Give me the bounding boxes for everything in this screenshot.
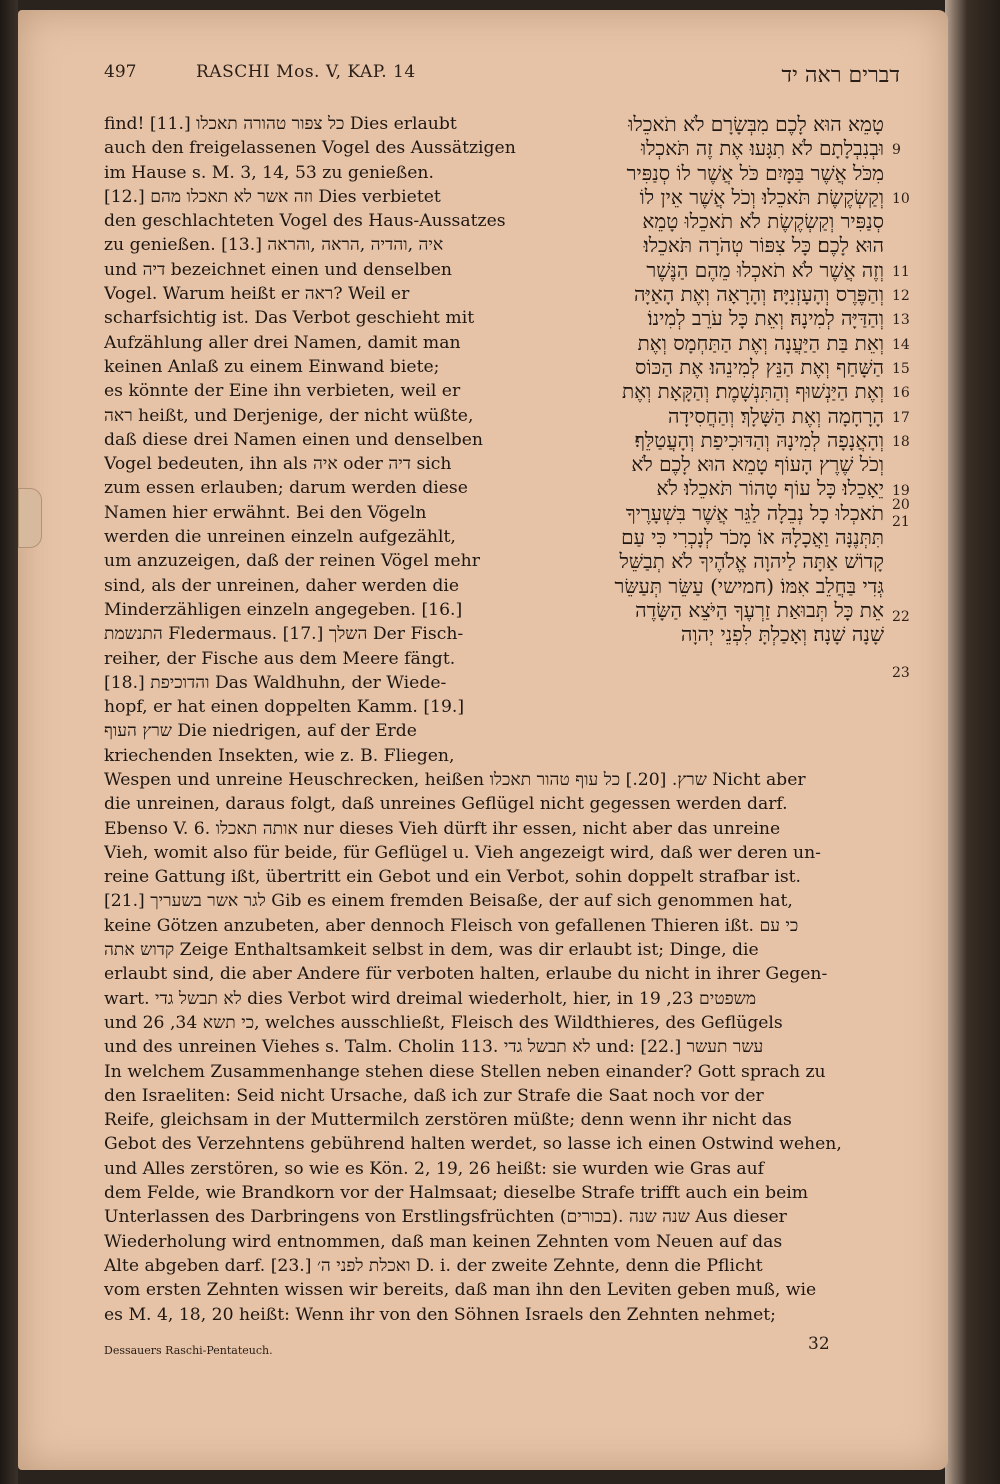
page-tab: [18, 488, 42, 548]
verse-number: 15: [892, 361, 910, 377]
hebrew-text-line: וְהַדַּיָּה לְמִינָהּ׃ וְאֵת כָּל עֹרֵב לְמִינוֹ׃: [647, 306, 884, 331]
german-text-line: Minderzähligen einzeln angegeben. [16.]: [104, 599, 463, 620]
german-text-line: ראה heißt, und Derjenige, der nicht wüßte,: [104, 405, 474, 426]
hebrew-text-line: שָׁנָה שָׁנָה׃ וְאָכַלְתָּ לִפְנֵי יְהוָה: [680, 622, 884, 647]
verse-number: 19: [892, 482, 910, 499]
german-text-line: den geschlachteten Vogel des Haus-Aussatzes: [104, 211, 506, 232]
hebrew-text-column: [528, 112, 884, 647]
commentary-text-line: dem Felde, wie Brandkorn vor der Halmsaat; dieselbe Strafe trifft auch ein beim: [104, 1183, 809, 1204]
hebrew-text-line: וְאֵת בַּת הַיַּעֲנָה וְאֶת הַתַּחְמָס וְאֶת: [637, 330, 884, 355]
german-text-line: keinen Anlaß zu einem Einwand biete;: [104, 356, 440, 377]
german-text-line: zu genießen. [13.] איה ,והדיה ,הראה ,והראה: [104, 235, 444, 256]
hebrew-text-line: סְנַפִּיר וְקַשְׂקֶשֶׂת לֹא תֹאכֵלוּ טָמֵא: [642, 209, 884, 234]
commentary-text-line: Wiederholung wird entnommen, daß man keinen Zehnten vom Neuen auf das: [104, 1231, 783, 1252]
german-text-line: sind, als der unreinen, daher werden die: [104, 575, 460, 596]
german-text-line: kriechenden Insekten, wie z. B. Fliegen,: [104, 745, 455, 766]
hebrew-text-line: אֵת כָּל תְּבוּאַת זַרְעֶךָ הַיֹּצֵא הַשָּׂדֶה: [635, 597, 884, 622]
verse-number: 11: [892, 263, 910, 280]
german-text-line: Namen hier erwähnt. Bei den Vögeln: [104, 502, 427, 523]
imprint-line: Dessauers Raschi-Pentateuch.: [104, 1344, 273, 1357]
german-text-line: Vogel bedeuten, ihn als איה oder דיה sich: [104, 454, 452, 475]
hebrew-text-line: וְזֶה אֲשֶׁר לֹא תֹאכְלוּ מֵהֶם הַנֶּשֶׁר: [646, 257, 884, 282]
verse-number: 14: [892, 336, 910, 353]
commentary-text-line: Alte abgeben darf. [23.] ואכלת לפני ה׳ D. i. der zweite Zehnte, denn die Pflicht: [104, 1255, 763, 1276]
german-text-line: hopf, er hat einen doppelten Kamm. [19.]: [104, 697, 465, 718]
german-text-line: Vogel. Warum heißt er ראה? Weil er: [104, 284, 410, 305]
full-width-commentary: [104, 768, 882, 1327]
verse-number: 20: [892, 497, 910, 514]
commentary-text-line: In welchem Zusammenhange stehen diese Stellen neben einander? Gott sprach zu: [104, 1061, 826, 1082]
german-text-line: und דיה bezeichnet einen und denselben: [104, 259, 452, 280]
hebrew-text-line: הוּא לָכֶם׃ כָּל צִפּוֹר טְהֹרָה תֹּאכֵלוּ׃: [643, 233, 884, 258]
commentary-text-line: Gebot des Verzehntens gebührend halten werdet, so lasse ich einen Ostwind wehen,: [104, 1134, 842, 1155]
commentary-text-line: [21.] לגר אשר בשעריך Gib es einem fremden Beisaße, der auf sich genommen hat,: [104, 891, 793, 912]
commentary-text-line: reine Gattung ißt, übertritt ein Gebot und ein Verbot, sohin doppelt strafbar ist.: [104, 867, 802, 888]
german-text-line: um anzuzeigen, daß der reinen Vögel mehr: [104, 551, 480, 572]
hebrew-text-line: וְהַפֶּרֶס וְהָעָזְנִיָּה׃ וְהָרָאָה וְאֶת הָאַיָּה: [633, 282, 884, 307]
verse-number: 21: [892, 514, 910, 531]
hebrew-text-line: וּבְנִבְלָתָם לֹא תִגָּעוּ׃ אֶת זֶה תֹּאכְלוּ: [640, 136, 884, 161]
commentary-text-line: und des unreinen Viehes s. Talm. Cholin 113. לא תבשל גדי und: [22.] עשר תעשר: [104, 1037, 764, 1058]
running-title: RASCHI Mos. V, KAP. 14: [196, 62, 416, 82]
german-text-line: es könnte der Eine ihn verbieten, weil er: [104, 381, 461, 402]
sheet-signature: 32: [808, 1334, 830, 1354]
verse-number: 9: [892, 142, 901, 159]
commentary-text-line: Vieh, womit also für beide, für Geflügel u. Vieh angezeigt wird, daß wer deren un-: [104, 842, 821, 863]
commentary-text-line: keine Götzen anzubeten, aber dennoch Fleisch von gefallenen Thieren ißt. כי עם: [104, 915, 799, 936]
german-text-line: daß diese drei Namen einen und denselben: [104, 429, 483, 450]
german-text-line: התנשמת Fledermaus. [17.] השלך Der Fisch-: [104, 624, 464, 645]
verse-number: 13: [892, 312, 910, 329]
hebrew-text-line: וְהָאֲנָפָה לְמִינָהּ וְהַדּוּכִיפַת וְהָעֲטַלֵּף׃: [634, 427, 884, 452]
german-text-line: scharfsichtig ist. Das Verbot geschieht mit: [104, 308, 475, 329]
commentary-text-line: Unterlassen des Darbringens von Erstlingsfrüchten (בכורים). שנה שנה Aus dieser: [104, 1207, 787, 1228]
verse-number: 17: [892, 409, 910, 426]
german-text-line: reiher, der Fische aus dem Meere fängt.: [104, 648, 456, 669]
commentary-text-line: den Israeliten: Seid nicht Ursache, daß ich zur Strafe die Saat noch vor der: [104, 1085, 764, 1106]
verse-number: 12: [892, 288, 910, 305]
hebrew-text-line: וְכֹל שֶׁרֶץ הָעוֹף טָמֵא הוּא לָכֶם לֹא: [631, 452, 884, 477]
german-text-line: im Hause s. M. 3, 14, 53 zu genießen.: [104, 162, 434, 183]
german-commentary-column: [104, 112, 518, 768]
commentary-text-line: und Alles zerstören, so wie es Kön. 2, 19, 26 heißt: sie wurden wie Gras auf: [104, 1158, 765, 1179]
verse-number: 16: [892, 385, 910, 402]
commentary-text-line: Wespen und unreine Heuschrecken, heißen שרץ. [20.] כל עוף טהור תאכלו Nicht aber: [104, 770, 806, 790]
commentary-text-line: erlaubt sind, die aber Andere für verboten halten, erlaube du nicht in ihrer Gegen-: [104, 964, 828, 985]
hebrew-text-line: הָרָחָמָה וְאֶת הַשָּׁלָךְ׃ וְהַחֲסִידָה: [668, 403, 884, 428]
verse-number: 22: [892, 608, 910, 625]
commentary-text-line: die unreinen, daraus folgt, daß unreines Geflügel nicht gegessen werden darf.: [104, 794, 788, 815]
commentary-text-line: Ebenso V. 6. אותה תאכלו nur dieses Vieh dürft ihr essen, nicht aber das unreine: [104, 818, 781, 839]
german-text-line: שרץ העוף Die niedrigen, auf der Erde: [104, 721, 417, 742]
commentary-text-line: vom ersten Zehnten wissen wir bereits, daß man ihn den Leviten geben muß, wie: [104, 1280, 817, 1301]
hebrew-text-line: תֹאכְלוּ כָל נְבֵלָה לַגֵּר אֲשֶׁר בִּשְׁעָרֶיךָ: [625, 500, 884, 525]
verse-number: 23: [892, 664, 910, 681]
hebrew-text-line: וְאֶת הַיַּנְשׁוּף וְהַתִּנְשָׁמֶת׃ וְהַקָּאָת וְאֶת: [621, 379, 884, 404]
hebrew-text-line: קָדוֹשׁ אַתָּה לַיהוָה אֱלֹהֶיךָ לֹא תְבַשֵּׁל: [619, 549, 884, 574]
german-text-line: find! [11.] כל צפור טהורה תאכלו Dies erlaubt: [104, 114, 457, 134]
german-text-line: [18.] והדוכיפת Das Waldhuhn, der Wiede-: [104, 672, 447, 693]
verse-number: 10: [892, 190, 910, 207]
commentary-text-line: קדוש אתה Zeige Enthaltsamkeit selbst in dem, was dir erlaubt ist; Dinge, die: [104, 940, 759, 961]
hebrew-text-line: תִּתְּנֶנָּה וַאֲכָלָהּ אוֹ מָכֹר לְנָכְרִי כִּי עַם: [621, 525, 884, 550]
commentary-text-line: es M. 4, 18, 20 heißt: Wenn ihr von den Söhnen Israels den Zehnten nehmet;: [104, 1304, 776, 1325]
hebrew-text-line: וְקַשְׂקֶשֶׂת תֹּאכֵלוּ׃ וְכֹל אֲשֶׁר אֵין לוֹ: [639, 184, 884, 209]
commentary-text-line: wart. לא תבשל גדי dies Verbot wird dreimal wiederholt, hier, in משפטים 23, 19: [104, 988, 757, 1009]
book-spine: [0, 0, 18, 1484]
german-text-line: zum essen erlauben; darum werden diese: [104, 478, 468, 499]
hebrew-text-line: טָמֵא הוּא לָכֶם מִבְּשָׂרָם לֹא תֹאכֵלוּ: [628, 112, 884, 136]
hebrew-text-line: הַשָּׁחַף וְאֶת הַנֵּץ לְמִינֵהוּ׃ אֶת הַכּוֹס: [635, 354, 884, 379]
facing-page-edge: [945, 0, 1000, 1484]
commentary-text-line: und כי תשא 34, 26, welches ausschließt, Fleisch des Wildthieres, des Geflügels: [104, 1012, 783, 1033]
verse-number: 18: [892, 433, 910, 450]
german-text-line: auch den freigelassenen Vogel des Aussätzigen: [104, 138, 516, 159]
german-text-line: werden die unreinen einzeln aufgezählt,: [104, 527, 456, 548]
hebrew-text-line: יֵאָכֵלוּ׃ כָּל עוֹף טָהוֹר תֹּאכֵלוּ׃ לֹא: [656, 476, 884, 501]
german-text-line: Aufzählung aller drei Namen, damit man: [104, 332, 461, 353]
hebrew-text-line: גְּדִי בַּחֲלֵב אִמּוֹ׃ (חמישי) עַשֵּׂר תְּעַשֵּׂר: [614, 573, 884, 598]
hebrew-text-line: מִכֹּל אֲשֶׁר בַּמָּיִם כֹּל אֲשֶׁר לוֹ סְנַפִּיר: [626, 160, 884, 185]
german-text-line: [12.] וזה אשר לא תאכלו מהם Dies verbietet: [104, 186, 441, 207]
page-number: 497: [104, 62, 137, 82]
commentary-text-line: Reife, gleichsam in der Muttermilch zerstören müßte; denn wenn ihr nicht das: [104, 1110, 792, 1131]
hebrew-running-title: דברים ראה יד: [781, 63, 900, 88]
